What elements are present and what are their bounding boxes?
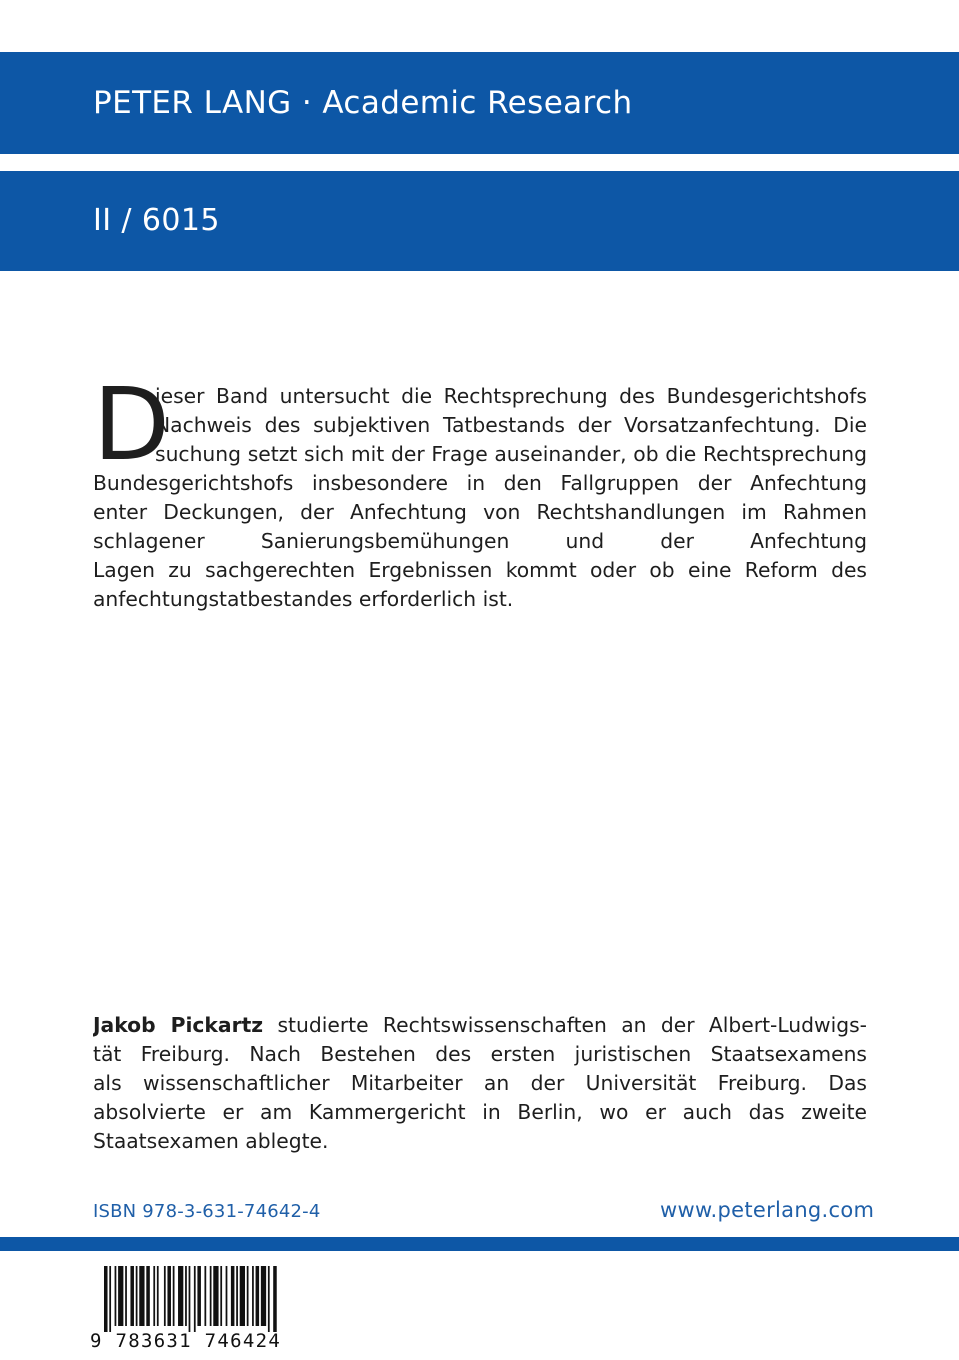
- barcode-bar: [236, 1266, 238, 1326]
- author-bio-line: [93, 1011, 867, 1040]
- barcode-bar: [261, 1266, 266, 1326]
- abstract-line: schlagener Sanierungsbemühungen und der Anfechtung: [93, 529, 867, 553]
- ean13-barcode-icon: [84, 1264, 284, 1360]
- abstract-line: enter Deckungen, der Anfechtung von Rechtshandlungen im Rahmen: [93, 500, 867, 524]
- barcode-bar: [204, 1266, 206, 1326]
- barcode-bar: [226, 1266, 228, 1326]
- isbn: ISBN 978-3-631-74642-4: [93, 1201, 321, 1222]
- barcode-bar: [136, 1266, 138, 1326]
- series-band: [0, 171, 959, 271]
- barcode-bar: [167, 1266, 171, 1326]
- barcode-bar: [125, 1266, 127, 1326]
- barcode-bar: [153, 1266, 155, 1326]
- barcode-bar: [197, 1266, 201, 1326]
- barcode-bar: [109, 1266, 111, 1332]
- abstract-line: Bundesgerichtshofs insbesondere in den Fallgruppen der Anfechtung: [93, 471, 867, 495]
- barcode-bar: [252, 1266, 254, 1326]
- drop-cap: D: [93, 366, 171, 483]
- barcode-bar: [104, 1266, 108, 1332]
- barcode-bar: [194, 1266, 196, 1332]
- barcode-bar: [213, 1266, 218, 1326]
- author-bio-line: absolvierte er am Kammergericht in Berlin, wo er auch das zweite: [93, 1100, 867, 1124]
- author-bio-line: tät Freiburg. Nach Bestehen des ersten juristischen Staatsexamens: [93, 1042, 867, 1066]
- website-link[interactable]: www.peterlang.com: [660, 1198, 875, 1222]
- footer-rule: [0, 1237, 959, 1251]
- barcode-bar: [185, 1266, 187, 1326]
- barcode-bar: [210, 1266, 212, 1326]
- barcode-bar: [247, 1266, 249, 1326]
- abstract-line: Nachweis des subjektiven Tatbestands der Vorsatzanfechtung. Die: [155, 413, 867, 437]
- barcode-bar: [115, 1266, 117, 1326]
- series-number: II / 6015: [93, 203, 220, 238]
- barcode-bar: [256, 1266, 260, 1326]
- barcode-bar: [220, 1266, 222, 1326]
- author-bio-first-line: studierte Rechtswissenschaften an der Albert-Ludwigs-: [277, 1013, 867, 1037]
- author-name: Jakob Pickartz: [93, 1013, 264, 1037]
- barcode-bar: [268, 1266, 270, 1332]
- abstract-line: ieser Band untersucht die Rechtsprechung des Bundesgerichtshofs: [155, 384, 867, 408]
- abstract-line: suchung setzt sich mit der Frage auseinander, ob die Rechtsprechung: [155, 442, 867, 466]
- barcode-bar: [189, 1266, 191, 1332]
- author-bio-line: als wissenschaftlicher Mitarbeiter an der Universität Freiburg. Das: [93, 1071, 867, 1095]
- barcode-bar: [146, 1266, 150, 1326]
- barcode-bar: [139, 1266, 144, 1326]
- barcode-bar: [231, 1266, 235, 1326]
- barcode-bar: [157, 1266, 159, 1326]
- barcode-bar: [173, 1266, 175, 1326]
- barcode-bar: [273, 1266, 277, 1332]
- abstract-line: anfechtungstatbestandes erforderlich ist.: [93, 587, 514, 611]
- barcode-bar: [130, 1266, 134, 1326]
- author-bio-line: Staatsexamen ablegte.: [93, 1129, 329, 1153]
- barcode-bar: [164, 1266, 166, 1326]
- abstract-line: Lagen zu sachgerechten Ergebnissen kommt oder ob eine Reform des: [93, 558, 867, 582]
- publisher-band: [0, 52, 959, 154]
- publisher-series-title: PETER LANG · Academic Research: [93, 85, 633, 121]
- barcode-bar: [240, 1266, 245, 1326]
- barcode-digits: 9 783631 746424: [90, 1330, 282, 1352]
- barcode-bar: [118, 1266, 123, 1326]
- barcode-bar: [178, 1266, 183, 1326]
